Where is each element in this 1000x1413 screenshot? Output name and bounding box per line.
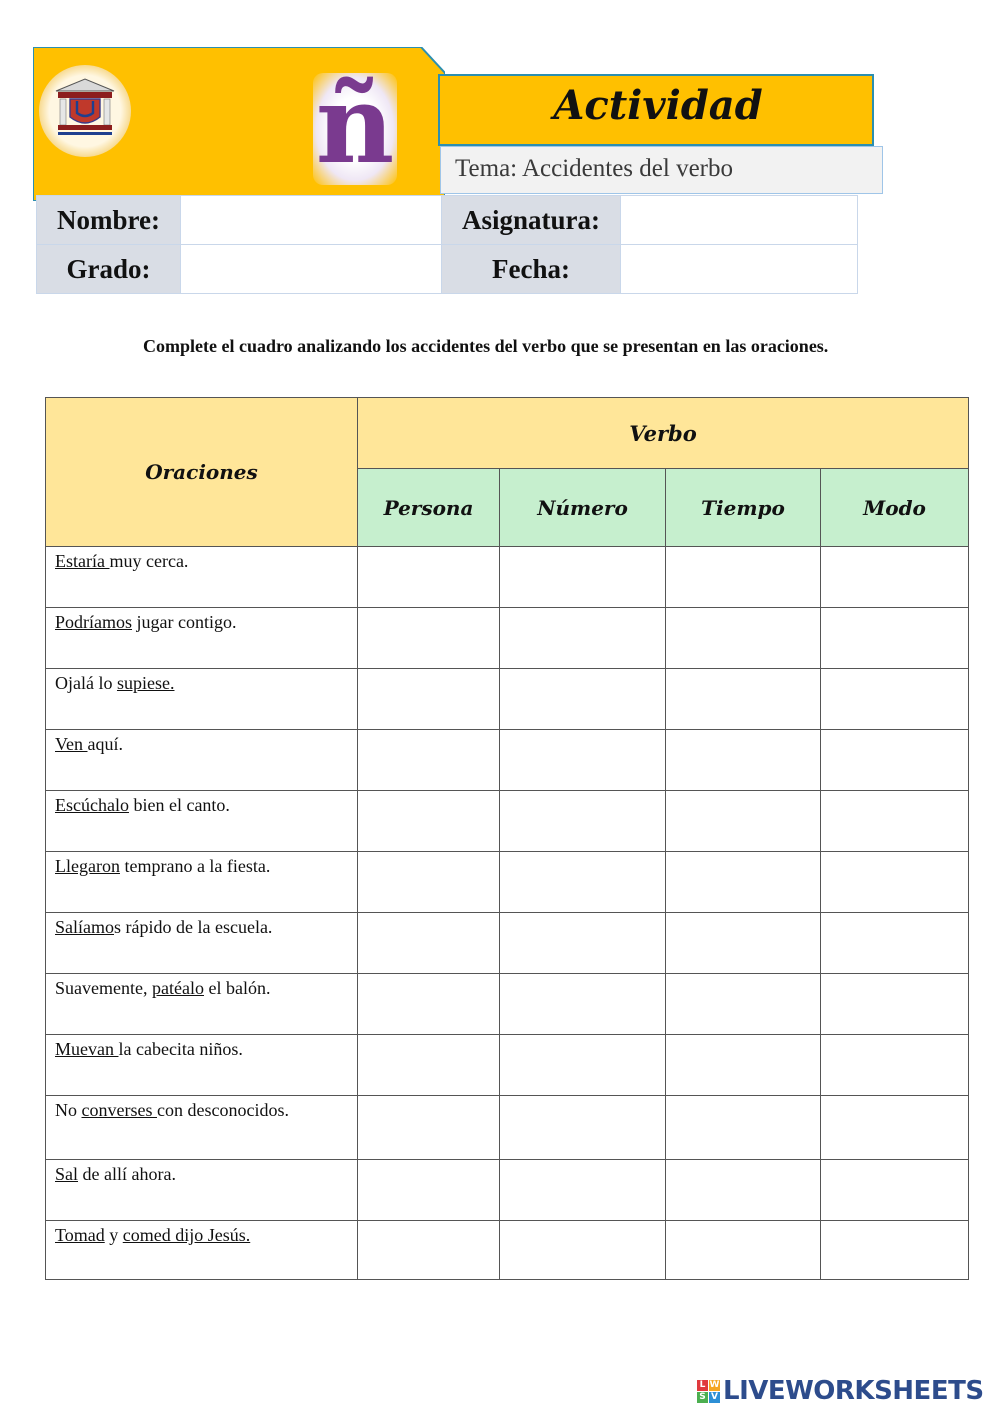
underlined-verb: Salíamo — [55, 917, 114, 937]
mood-header: Modo — [821, 469, 969, 547]
table-row — [46, 852, 969, 913]
person-answer-cell[interactable] — [358, 913, 500, 974]
table-row — [46, 1221, 969, 1280]
sentence-text: bien el canto. — [128, 795, 230, 815]
brand-tile-icon: V — [709, 1392, 720, 1403]
sentence-text: con desconocidos. — [156, 1100, 289, 1120]
sentence-text: de allí ahora. — [78, 1164, 176, 1184]
verb-group-header: Verbo — [358, 398, 969, 469]
enye-logo — [313, 62, 397, 188]
sentence-text: Suavemente, — [55, 978, 152, 998]
underlined-verb: Escúchalo — [55, 795, 129, 815]
verb-analysis-table — [45, 397, 969, 1280]
sentence-text: la cabecita niños. — [118, 1039, 243, 1059]
underlined-verb: comed dijo Jesús. — [122, 1225, 251, 1245]
sentence-cell — [46, 730, 358, 791]
activity-title-box — [438, 74, 874, 146]
brand-tile-icon: S — [697, 1392, 708, 1403]
brand-mark-icon — [697, 1380, 721, 1404]
mood-answer-cell[interactable] — [821, 852, 969, 913]
sentence-cell — [46, 791, 358, 852]
table-row — [46, 791, 969, 852]
sentence-cell — [46, 913, 358, 974]
person-answer-cell[interactable] — [358, 1096, 500, 1160]
person-answer-cell[interactable] — [358, 791, 500, 852]
mood-answer-cell[interactable] — [821, 1160, 969, 1221]
sentence-cell — [46, 1096, 358, 1160]
tense-answer-cell[interactable] — [666, 852, 821, 913]
person-answer-cell[interactable] — [358, 669, 500, 730]
tense-answer-cell[interactable] — [666, 547, 821, 608]
number-answer-cell[interactable] — [500, 852, 666, 913]
brand-tile-icon: W — [709, 1380, 720, 1390]
number-header: Número — [500, 469, 666, 547]
tense-answer-cell[interactable] — [666, 730, 821, 791]
mood-answer-cell[interactable] — [821, 547, 969, 608]
mood-answer-cell[interactable] — [821, 730, 969, 791]
person-answer-cell[interactable] — [358, 1160, 500, 1221]
tense-answer-cell[interactable] — [666, 669, 821, 730]
number-answer-cell[interactable] — [500, 730, 666, 791]
sentence-cell — [46, 608, 358, 669]
table-row — [46, 1096, 969, 1160]
tense-answer-cell[interactable] — [666, 791, 821, 852]
number-answer-cell[interactable] — [500, 1160, 666, 1221]
mood-answer-cell[interactable] — [821, 608, 969, 669]
tense-header: Tiempo — [666, 469, 821, 547]
sentence-cell — [46, 852, 358, 913]
sentence-text: el balón. — [203, 978, 271, 998]
mood-answer-cell[interactable] — [821, 669, 969, 730]
subject-label: Asignatura: — [442, 196, 621, 245]
number-answer-cell[interactable] — [500, 669, 666, 730]
underlined-verb: patéalo — [151, 978, 204, 998]
table-row — [46, 730, 969, 791]
name-label: Nombre: — [37, 196, 181, 245]
number-answer-cell[interactable] — [500, 547, 666, 608]
sentence-text: Ojalá lo — [55, 673, 117, 693]
sentence-text: aquí. — [87, 734, 123, 754]
student-info-grid — [36, 195, 858, 294]
underlined-verb: Tomad — [55, 1225, 105, 1245]
sentence-text: temprano a la fiesta. — [119, 856, 271, 876]
underlined-verb: Estaría — [55, 551, 110, 571]
underlined-verb: supiese. — [116, 673, 175, 693]
person-header: Persona — [358, 469, 500, 547]
instruction-text: Complete el cuadro analizando los accidentes del verbo que se presentan en las oraciones. — [143, 336, 829, 356]
person-answer-cell[interactable] — [358, 730, 500, 791]
person-answer-cell[interactable] — [358, 608, 500, 669]
tense-answer-cell[interactable] — [666, 913, 821, 974]
person-answer-cell[interactable] — [358, 547, 500, 608]
tense-answer-cell[interactable] — [666, 1221, 821, 1280]
underlined-verb: Ven — [55, 734, 88, 754]
name-field[interactable] — [181, 196, 442, 245]
underlined-verb: Muevan — [55, 1039, 119, 1059]
underlined-verb: converses — [81, 1100, 157, 1120]
topic-text: Tema: Accidentes del verbo — [455, 155, 734, 182]
sentence-cell — [46, 669, 358, 730]
number-answer-cell[interactable] — [500, 1035, 666, 1096]
table-row — [46, 974, 969, 1035]
table-row — [46, 669, 969, 730]
sentence-text: s rápido de la escuela. — [114, 917, 273, 937]
number-answer-cell[interactable] — [500, 1221, 666, 1280]
sentences-header: Oraciones — [46, 398, 358, 547]
mood-answer-cell[interactable] — [821, 913, 969, 974]
grade-field[interactable] — [181, 245, 442, 294]
topic-box — [440, 146, 883, 194]
person-answer-cell[interactable] — [358, 974, 500, 1035]
sentence-text: muy cerca. — [109, 551, 189, 571]
person-answer-cell[interactable] — [358, 852, 500, 913]
school-crest-icon — [50, 77, 120, 145]
brand-name: LIVEWORKSHEETS — [723, 1376, 984, 1406]
number-answer-cell[interactable] — [500, 608, 666, 669]
tense-answer-cell[interactable] — [666, 974, 821, 1035]
sentence-text: y — [104, 1225, 123, 1245]
subject-field[interactable] — [621, 196, 858, 245]
sentence-text: No — [55, 1100, 82, 1120]
sentence-cell — [46, 974, 358, 1035]
sentence-cell — [46, 1221, 358, 1280]
table-row — [46, 547, 969, 608]
table-row — [46, 1160, 969, 1221]
school-logo — [39, 65, 131, 157]
date-label: Fecha: — [442, 245, 621, 294]
sentence-cell — [46, 1035, 358, 1096]
number-answer-cell[interactable] — [500, 791, 666, 852]
table-row — [46, 913, 969, 974]
tense-answer-cell[interactable] — [666, 1160, 821, 1221]
mood-answer-cell[interactable] — [821, 1035, 969, 1096]
page-title: Actividad — [553, 82, 763, 129]
sentence-cell — [46, 1160, 358, 1221]
tense-answer-cell[interactable] — [666, 1096, 821, 1160]
sentence-cell — [46, 547, 358, 608]
brand-tile-icon: L — [697, 1380, 708, 1391]
mood-answer-cell[interactable] — [821, 1096, 969, 1160]
number-answer-cell[interactable] — [500, 974, 666, 1035]
enye-letter-icon: ñ — [315, 62, 395, 188]
underlined-verb: Llegaron — [55, 856, 120, 876]
sentence-text: jugar contigo. — [132, 612, 237, 632]
underlined-verb: Sal — [55, 1164, 79, 1184]
grade-label: Grado: — [37, 245, 181, 294]
date-field[interactable] — [621, 245, 858, 294]
underlined-verb: Podríamos — [55, 612, 133, 632]
table-body — [46, 547, 969, 1280]
person-answer-cell[interactable] — [358, 1035, 500, 1096]
table-row — [46, 1035, 969, 1096]
number-answer-cell[interactable] — [500, 1096, 666, 1160]
person-answer-cell[interactable] — [358, 1221, 500, 1280]
mood-answer-cell[interactable] — [821, 791, 969, 852]
mood-answer-cell[interactable] — [821, 974, 969, 1035]
number-answer-cell[interactable] — [500, 913, 666, 974]
tense-answer-cell[interactable] — [666, 608, 821, 669]
tense-answer-cell[interactable] — [666, 1035, 821, 1096]
header-banner — [33, 47, 445, 201]
table-row — [46, 608, 969, 669]
mood-answer-cell[interactable] — [821, 1221, 969, 1280]
